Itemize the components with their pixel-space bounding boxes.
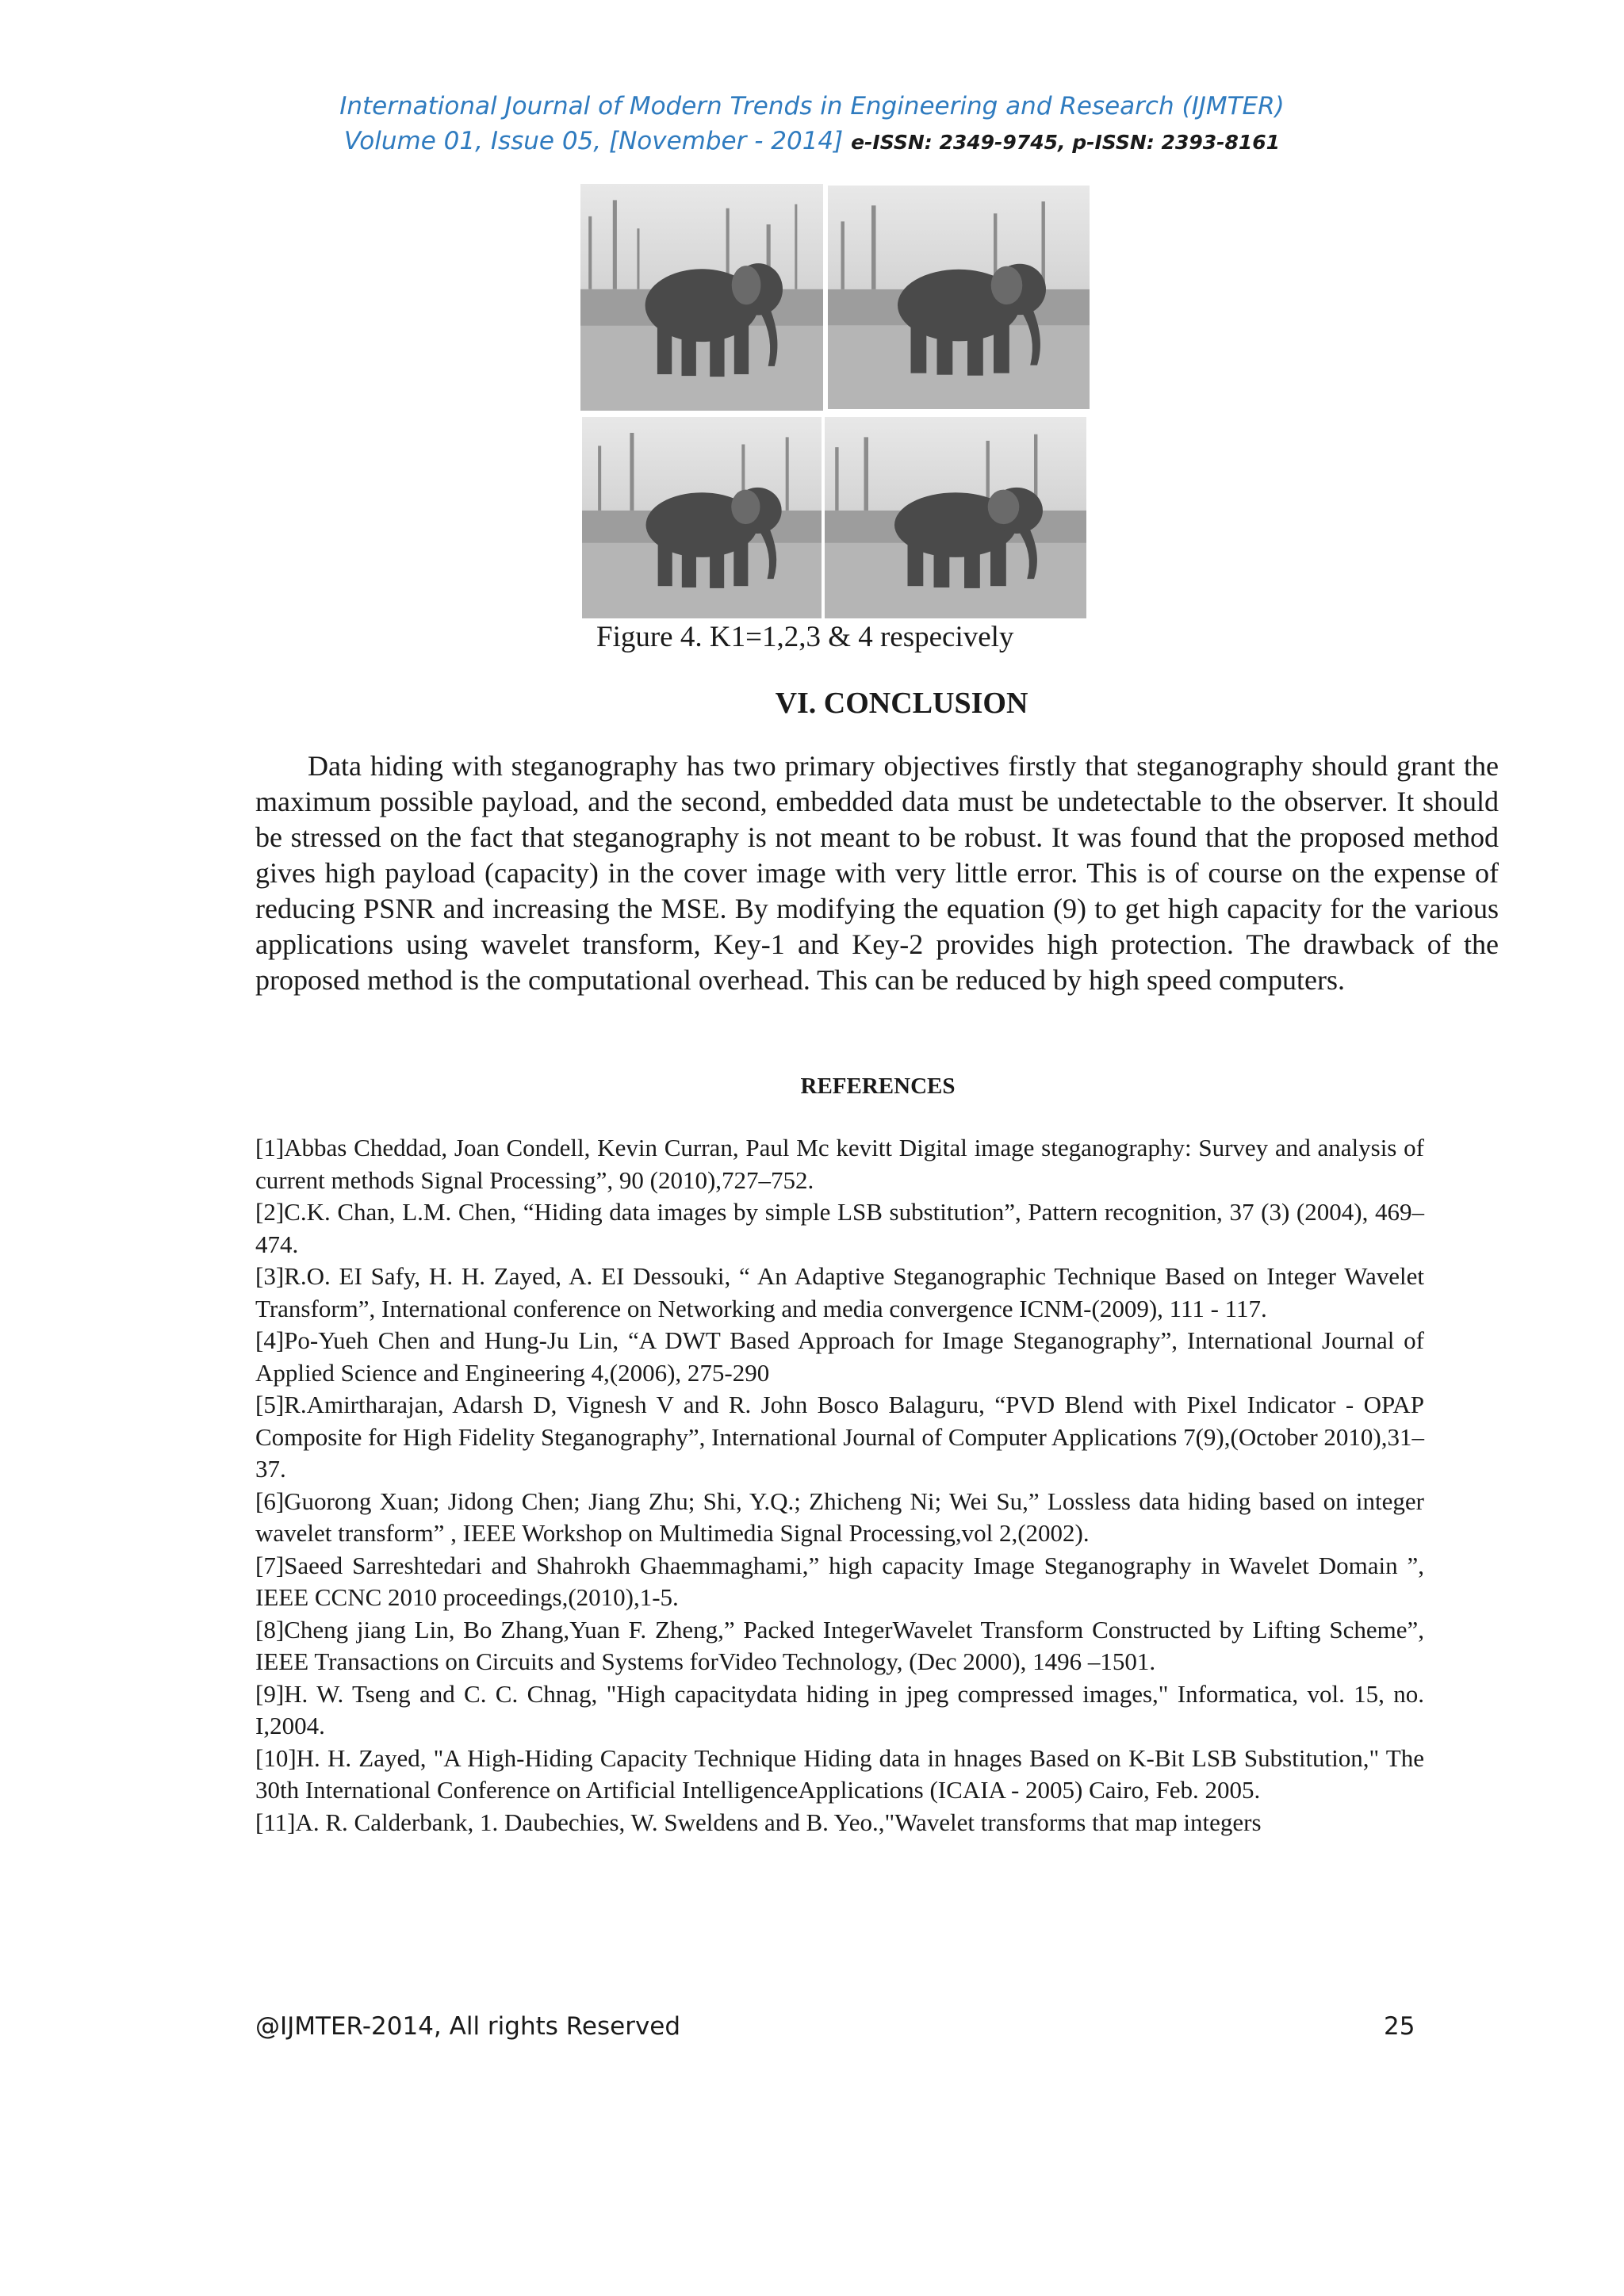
elephant-image-k4 xyxy=(825,417,1086,618)
section-heading-conclusion: VI. CONCLUSION xyxy=(775,687,1028,720)
journal-volume-line xyxy=(0,124,1624,160)
elephant-image-k3 xyxy=(582,417,822,618)
issn-numbers: e-ISSN: 2349-9745, p-ISSN: 2393-8161 xyxy=(851,131,1281,154)
reference-item: [9]H. W. Tseng and C. C. Chnag, "High capacitydata hiding in jpeg compressed images," Informatica, vol. 15, no. I,2004. xyxy=(255,1679,1424,1739)
figure-4-grid xyxy=(580,184,1088,618)
journal-header xyxy=(0,89,1624,160)
figure-caption: Figure 4. K1=1,2,3 & 4 respecively xyxy=(596,621,1014,653)
reference-item: [4]Po-Yueh Chen and Hung-Ju Lin, “A DWT Based Approach for Image Steganography”, International Journal of Applied Science and Engineering 4,(2006), 275-290 xyxy=(255,1326,1424,1387)
reference-item: [7]Saeed Sarreshtedari and Shahrokh Ghaemmaghami,” high capacity Image Steganography in Wavelet Domain ”, IEEE CCNC 2010 proceedings,(2010),1-5. xyxy=(255,1551,1424,1611)
reference-item: [11]A. R. Calderbank, 1. Daubechies, W. Sweldens and B. Yeo.,"Wavelet transforms that map integers xyxy=(255,1808,1262,1836)
journal-name: International Journal of Modern Trends in Engineering and Research (IJMTER) xyxy=(339,92,1285,121)
page-number: 25 xyxy=(1384,2012,1415,2041)
reference-item: [3]R.O. EI Safy, H. H. Zayed, A. EI Dessouki, “ An Adaptive Steganographic Technique Based on Integer Wavelet Transform”, International conference on Networking and media convergence ICNM-(2009), 111 - 117. xyxy=(255,1262,1424,1322)
elephant-image-k1 xyxy=(580,184,823,411)
reference-item: [5]R.Amirtharajan, Adarsh D, Vignesh V and R. John Bosco Balaguru, “PVD Blend with Pixel Indicator - OPAP Composite for High Fidelity Steganography”, International Journal of Computer Applications 7(9),(October 2010),31–37. xyxy=(255,1391,1424,1483)
volume-issue: Volume 01, Issue 05, [November - 2014] xyxy=(343,127,844,155)
conclusion-paragraph: Data hiding with steganography has two primary objectives firstly that steganography should grant the maximum possible payload, and the second, embedded data must be undetectable to the observer. It should be stressed on the fact that steganography is not meant to be robust. It was found that the proposed method gives high payload (capacity) in the cover image with very little error. This is of course on the expense of reducing PSNR and increasing the MSE. By modifying the equation (9) to get high capacity for the various applications using wavelet transform, Key-1 and Key-2 provides high protection. The drawback of the proposed method is the computational overhead. This can be reduced by high speed computers. xyxy=(255,750,1499,996)
reference-item: [1]Abbas Cheddad, Joan Condell, Kevin Curran, Paul Mc kevitt Digital image steganography: Survey and analysis of current methods Signal Processing”, 90 (2010),727–752. xyxy=(255,1134,1424,1194)
references-heading: REFERENCES xyxy=(800,1073,956,1099)
reference-item: [10]H. H. Zayed, "A High-Hiding Capacity Technique Hiding data in hnages Based on K-Bit LSB Substitution," The 30th International Conference on Artificial IntelligenceApplications (ICAIA - 2005) Cairo, Feb. 2005. xyxy=(255,1743,1424,1804)
reference-item: [8]Cheng jiang Lin, Bo Zhang,Yuan F. Zheng,” Packed IntegerWavelet Transform Constructed by Lifting Scheme”, IEEE Transactions on Circuits and Systems forVideo Technology, (Dec 2000), 1496 –1501. xyxy=(255,1615,1424,1675)
elephant-image-k2 xyxy=(828,186,1090,409)
footer-copyright: @IJMTER-2014, All rights Reserved xyxy=(255,2012,681,2041)
reference-item: [2]C.K. Chan, L.M. Chen, “Hiding data images by simple LSB substitution”, Pattern recognition, 37 (3) (2004), 469–474. xyxy=(255,1198,1424,1258)
reference-item: [6]Guorong Xuan; Jidong Chen; Jiang Zhu; Shi, Y.Q.; Zhicheng Ni; Wei Su,” Lossless data hiding based on integer wavelet transform” , IEEE Workshop on Multimedia Signal Processing,vol 2,(2002). xyxy=(255,1487,1424,1547)
references-list xyxy=(255,1132,1424,1839)
